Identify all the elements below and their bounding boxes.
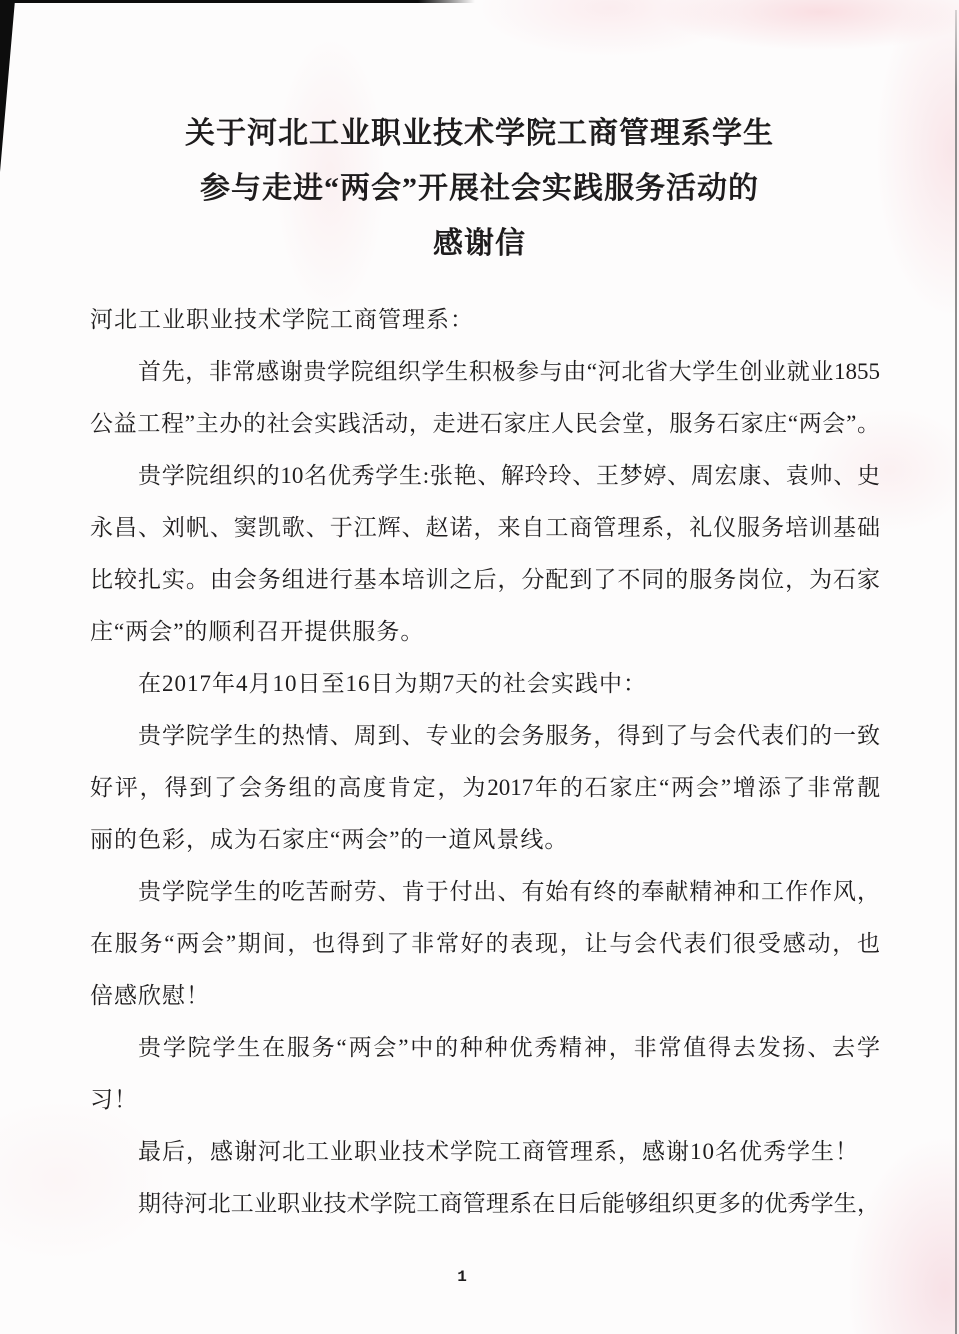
body-line: 首先，非常感谢贵学院组织学生积极参与由“河北省大学生创业就业1855 <box>138 359 880 384</box>
body-line: 习！ <box>90 1087 138 1112</box>
scanner-edge-artifact-top-line <box>0 0 475 3</box>
body-line: 倍感欣慰！ <box>90 983 210 1008</box>
body-line: 河北工业职业技术学院工商管理系： <box>90 307 474 332</box>
body-line: 永昌、刘帆、窦凯歌、于江辉、赵诺，来自工商管理系，礼仪服务培训基础 <box>90 515 880 540</box>
body-line: 在服务“两会”期间，也得到了非常好的表现，让与会代表们很受感动，也 <box>90 931 880 956</box>
body-line: 在2017年4月10日至16日为期7天的社会实践中： <box>138 671 647 696</box>
title-line: 关于河北工业职业技术学院工商管理系学生 <box>185 117 774 150</box>
body-line: 贵学院学生的吃苦耐劳、肯于付出、有始有终的奉献精神和工作作风， <box>138 879 880 904</box>
body-line: 贵学院组织的10名优秀学生:张艳、解玲玲、王梦婷、周宏康、袁帅、史 <box>138 463 880 488</box>
page-number: 1 <box>457 1268 467 1286</box>
letter-title <box>0 106 959 271</box>
title-line: 参与走进“两会”开展社会实践服务活动的 <box>200 172 759 205</box>
body-line: 比较扎实。由会务组进行基本培训之后，分配到了不同的服务岗位，为石家 <box>90 567 880 592</box>
body-line: 期待河北工业职业技术学院工商管理系在日后能够组织更多的优秀学生， <box>138 1191 880 1216</box>
body-line: 最后，感谢河北工业职业技术学院工商管理系，感谢10名优秀学生！ <box>138 1139 859 1164</box>
body-line: 丽的色彩，成为石家庄“两会”的一道风景线。 <box>90 827 569 852</box>
title-line: 感谢信 <box>433 227 526 260</box>
body-line: 贵学院学生在服务“两会”中的种种优秀精神，非常值得去发扬、去学 <box>138 1035 880 1060</box>
letter-body <box>90 294 880 1230</box>
body-line: 好评，得到了会务组的高度肯定，为2017年的石家庄“两会”增添了非常靓 <box>90 775 880 800</box>
body-line: 庄“两会”的顺利召开提供服务。 <box>90 619 425 644</box>
body-line: 公益工程”主办的社会实践活动，走进石家庄人民会堂，服务石家庄“两会”。 <box>90 411 880 436</box>
body-line: 贵学院学生的热情、周到、专业的会务服务，得到了与会代表们的一致 <box>138 723 880 748</box>
